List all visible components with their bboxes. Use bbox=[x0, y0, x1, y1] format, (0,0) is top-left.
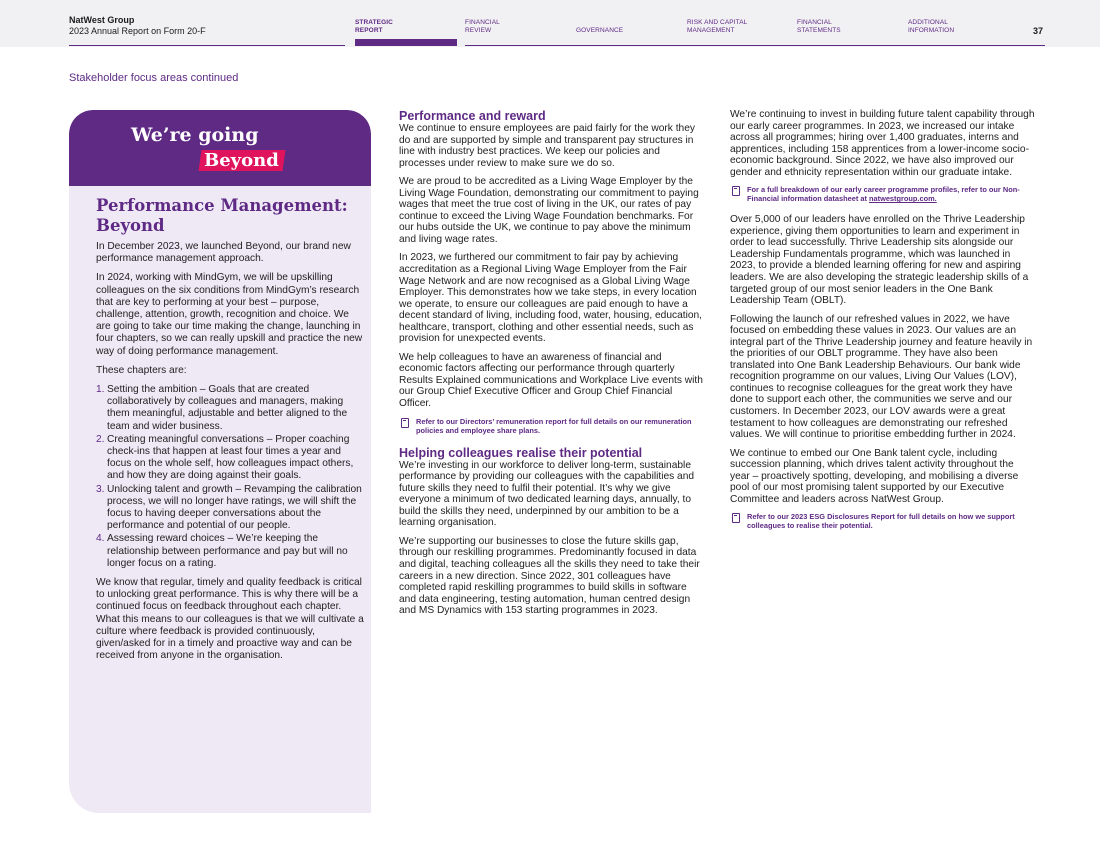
panel-paragraph: In 2024, working with MindGym, we will be upskilling colleagues on the six conditions from MindGym’s research that are key to performing at your best – purpose, challenge, attention, growth, recognition and choice. We are going to take our time making the change, launching in four chapters, so we can really upskill and practice the new way of doing performance management. bbox=[96, 272, 363, 357]
page-header bbox=[0, 0, 1100, 47]
list-item bbox=[96, 484, 366, 533]
active-tab-indicator bbox=[355, 39, 457, 46]
paragraph: Over 5,000 of our leaders have enrolled on the Thrive Leadership experience, giving them opportunities to learn and experiment in order to lead successfully. Thrive Leadership sits alongside our Leadership Fundamentals programme, which was launched in 2023, to provide a blended learning offering for new and aspiring leaders. We are also developing the strategic leadership skills of a targeted group of our most senior leaders in the One Bank Leadership Team (OBLT). bbox=[730, 214, 1029, 307]
panel-paragraph: In December 2023, we launched Beyond, our brand new performance management approach. bbox=[96, 241, 351, 265]
section-heading: Helping colleagues realise their potential bbox=[399, 445, 643, 460]
paragraph: We’re supporting our businesses to close the future skills gap, through our reskilling programmes. Predominantly focused in data and digital, teaching colleagues all the skills they need to take their careers in a new direction. Since 2022, 301 colleagues have completed rapid reskilling programmes to build skills in software and data engineering, testing automation, human centred design and MS Dynamics with 153 starting programmes in 2023. bbox=[399, 535, 700, 617]
header-rule bbox=[465, 45, 1045, 46]
beyond-panel bbox=[69, 110, 371, 813]
cross-reference-link[interactable] bbox=[399, 417, 703, 435]
list-item bbox=[96, 434, 366, 483]
list-text: Assessing reward choices – We’re keeping the relationship between performance and pay but will no longer focus on a rating. bbox=[107, 533, 348, 569]
banner-highlight bbox=[199, 150, 286, 171]
paragraph: We are proud to be accredited as a Living Wage Employer by the Living Wage Foundation, demonstrating our commitment to paying wages that meet the true cost of living in the UK, our rates of pay continue to exceed the Living Wage Foundation benchmarks. For our hubs outside the UK, we continue to pay above the minimum and living wage rates. bbox=[399, 176, 699, 245]
document-icon bbox=[401, 418, 409, 428]
nav-label-line2: MANAGEMENT bbox=[687, 27, 735, 34]
list-number: 1. bbox=[96, 384, 105, 396]
paragraph: We continue to embed our One Bank talent cycle, including succession planning, which drives talent activity throughout the year – proactively spotting, developing, and mobilising a diverse pool of our most promising talent supported by our Executive Committee and leaders across NatWest Group. bbox=[730, 447, 1019, 505]
list-item bbox=[96, 533, 366, 570]
banner-heading: We’re going bbox=[131, 124, 259, 146]
report-title: 2023 Annual Report on Form 20-F bbox=[69, 26, 206, 36]
nav-risk-capital-management[interactable] bbox=[687, 19, 747, 35]
paragraph: We continue to ensure employees are paid fairly for the work they do and are supported by simple and transparent pay structures in line with industry best practices. We keep our policies and processes under review to make sure we do so. bbox=[399, 123, 695, 169]
nav-label-line1: GOVERNANCE bbox=[576, 27, 624, 34]
nav-label-line1: STRATEGIC bbox=[355, 19, 393, 26]
page-number: 37 bbox=[1033, 26, 1044, 36]
middle-column bbox=[399, 109, 703, 624]
right-column bbox=[730, 109, 1036, 541]
cross-reference-text: Refer to our Directors’ remuneration report for full details on our remuneration policies and employee share plans. bbox=[416, 416, 692, 435]
natwestgroup-link[interactable]: natwestgroup.com. bbox=[868, 194, 937, 204]
nav-label-line1: FINANCIAL bbox=[797, 19, 832, 26]
brand-block bbox=[69, 15, 206, 37]
nav-label-line1: FINANCIAL bbox=[465, 19, 500, 26]
panel-paragraph: These chapters are: bbox=[96, 364, 187, 376]
nav-label-line1: ADDITIONAL bbox=[908, 19, 949, 26]
beyond-banner bbox=[69, 110, 371, 186]
cross-reference-link[interactable] bbox=[730, 512, 1036, 530]
list-number: 3. bbox=[96, 483, 105, 495]
nav-governance[interactable] bbox=[576, 27, 623, 35]
nav-label-line2: REVIEW bbox=[465, 27, 492, 34]
document-icon bbox=[732, 513, 740, 523]
cross-reference-link[interactable] bbox=[730, 185, 1036, 203]
list-text: Setting the ambition – Goals that are created collaboratively by colleagues and managers, making them meaningful, adjustable and better aligned to the team and wider business. bbox=[107, 384, 348, 432]
list-number: 4. bbox=[96, 533, 105, 545]
nav-label-line2: STATEMENTS bbox=[797, 27, 841, 34]
paragraph: We’re continuing to invest in building future talent capability through our early career programmes. In 2023, we increased our intake across all programmes; hiring over 1,400 graduates, interns and apprentices, including 158 apprentices from a lower-income socio-economic background. Since 2022, we have also improved our gender and ethnicity representation within our graduate intake. bbox=[730, 109, 1035, 178]
paragraph: We help colleagues to have an awareness of financial and economic factors affecting our performance through quarterly Results Explained communications and Workplace Live events with our Group Chief Executive Officer and Group Chief Financial Officer. bbox=[399, 351, 703, 410]
header-rule bbox=[69, 45, 345, 46]
list-item bbox=[96, 384, 366, 433]
nav-label-line2: REPORT bbox=[355, 27, 383, 34]
company-name: NatWest Group bbox=[69, 15, 135, 25]
list-number: 2. bbox=[96, 433, 105, 445]
nav-label-line2: INFORMATION bbox=[908, 27, 955, 34]
panel-paragraph: We know that regular, timely and quality feedback is critical to unlocking great performance. This is why there will be a continued focus on feedback throughout each chapter. What this means to our colleagues is that we will cultivate a culture where feedback is provided continuously, given/asked for in a timely and proactive way and can be received from anyone in the organisation. bbox=[96, 577, 364, 662]
nav-strategic-report[interactable] bbox=[355, 19, 393, 35]
banner-highlight-text: Beyond bbox=[204, 150, 279, 171]
section-subtitle: Stakeholder focus areas continued bbox=[69, 72, 239, 84]
chapters-list bbox=[96, 384, 366, 570]
cross-reference-text: For a full breakdown of our early career programme profiles, refer to our Non-Financial information datasheet at bbox=[747, 185, 1020, 204]
list-text: Unlocking talent and growth – Revamping the calibration process, we will no longer have ratings, we will shift the focus to having deeper conversations about the performance and potential of our people. bbox=[107, 483, 362, 532]
paragraph: Following the launch of our refreshed values in 2022, we have focused on embedding these values in 2023. Our values are an integral part of the Thrive Leadership journey and feature heavily in the priorities of our OBLT programme. They have also been translated into One Bank Leadership Behaviours. Our bank wide recognition programme on our values, Living Our Values (LOV), continues to recognise colleagues for the great work they have done to support each other, the communities we serve and our customers. In December 2023, our LOV awards were a great testament to how colleagues are demonstrating our refreshed values. We will continue to prioritise embedding further in 2024. bbox=[730, 313, 1033, 441]
list-text: Creating meaningful conversations – Proper coaching check-ins that happen at least four times a year and focus on the whole self, how colleagues impact others, and how they are doing against their goals. bbox=[107, 433, 354, 482]
nav-financial-review[interactable] bbox=[465, 19, 500, 35]
paragraph: In 2023, we furthered our commitment to fair pay by achieving accreditation as a Regional Living Wage Employer from the Fair Wage Network and are now recognised as a Global Living Wage Employer. This demonstrates how we take steps, in every location we operate, to ensure our colleagues are paid enough to have a decent standard of living, including food, water, housing, education, healthcare, transport, clothing and other essential needs, such as provision for unexpected events. bbox=[399, 252, 702, 345]
paragraph: We’re investing in our workforce to deliver long-term, sustainable performance by providing our colleagues with the capabilities and future skills they need to fulfil their potential. It’s why we give everyone a minimum of two dedicated learning days, annually, to build the skills they need, underpinned by our ambition to be a learning organisation. bbox=[399, 459, 695, 529]
document-icon bbox=[732, 186, 740, 196]
nav-financial-statements[interactable] bbox=[797, 19, 841, 35]
nav-label-line1: RISK AND CAPITAL bbox=[687, 19, 748, 26]
panel-title: Performance Management: Beyond bbox=[96, 196, 348, 235]
panel-body bbox=[96, 241, 366, 670]
cross-reference-text: Refer to our 2023 ESG Disclosures Report for full details on how we support colleagues to realise their potential. bbox=[747, 512, 1015, 531]
section-heading: Performance and reward bbox=[399, 109, 546, 123]
nav-additional-information[interactable] bbox=[908, 19, 954, 35]
